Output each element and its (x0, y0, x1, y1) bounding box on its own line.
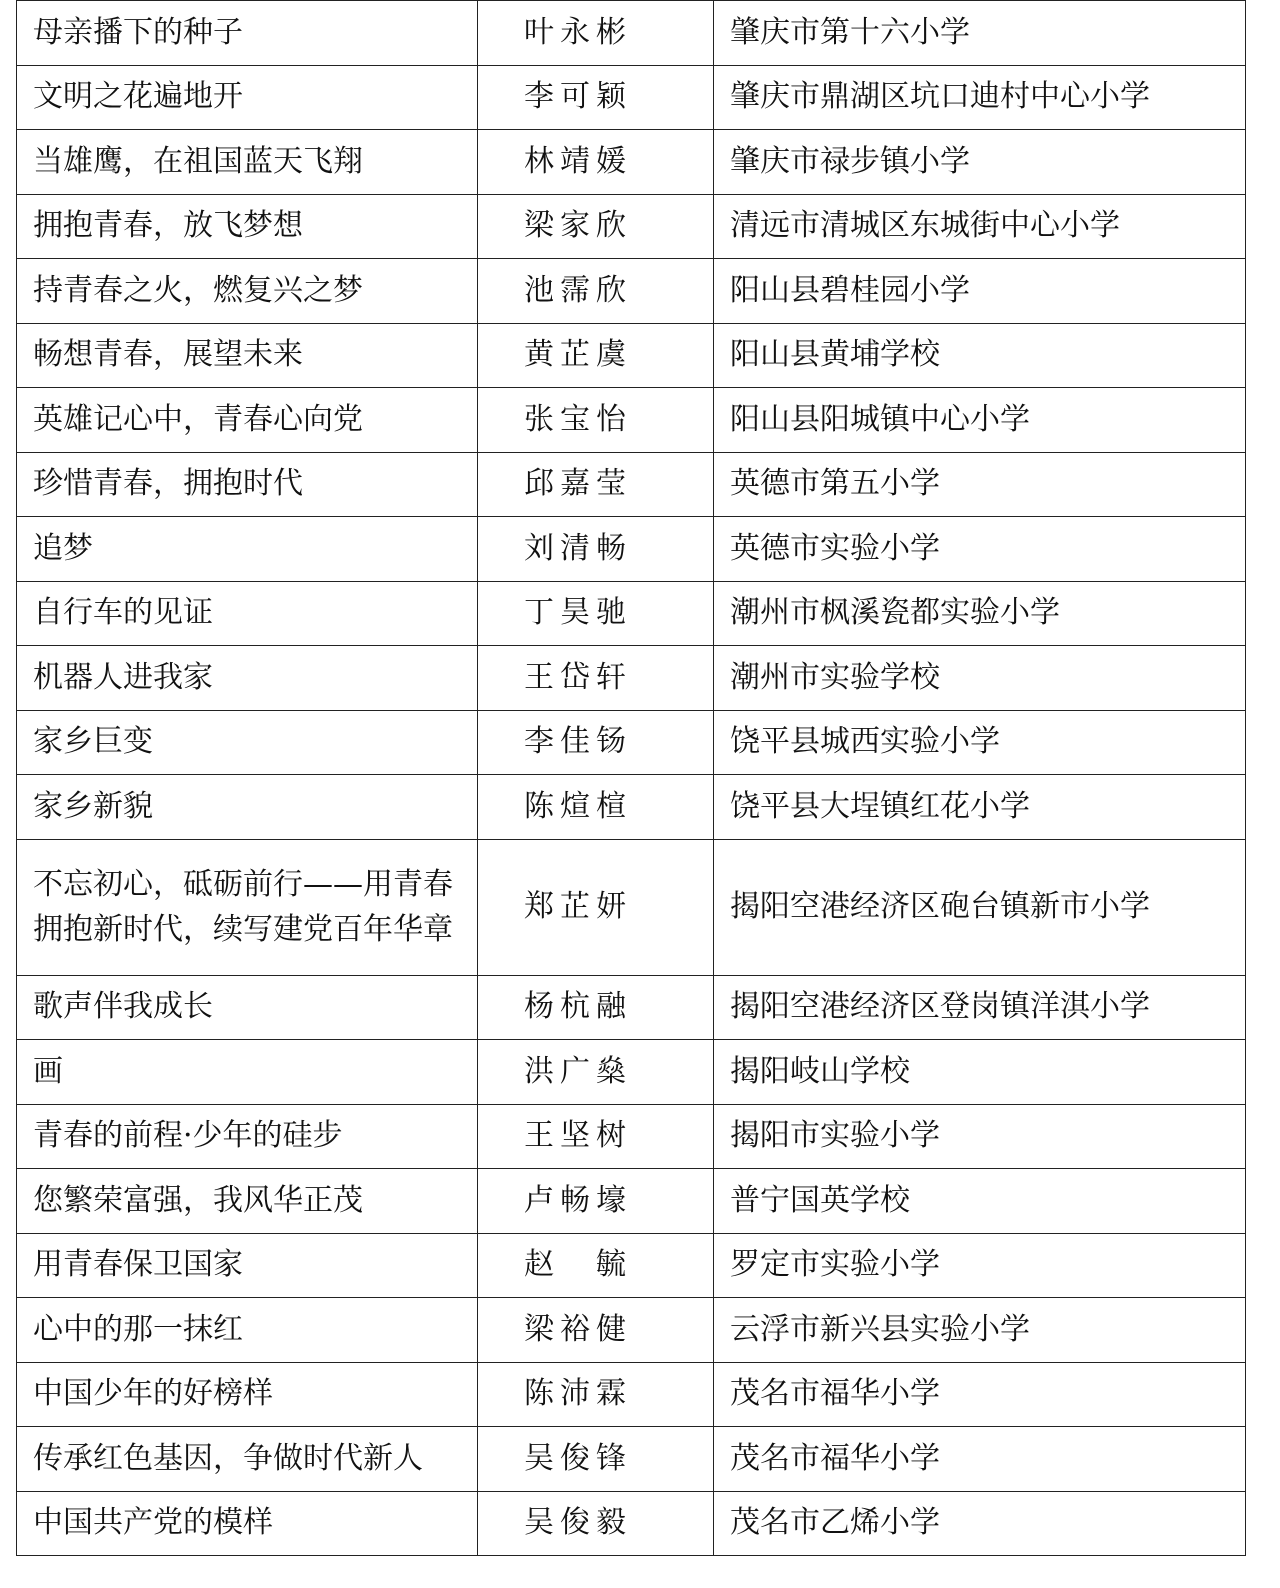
author-cell: 梁家欣 (478, 194, 714, 259)
work-title-cell: 畅想青春，展望未来 (17, 323, 478, 388)
work-title-cell: 持青春之火，燃复兴之梦 (17, 259, 478, 324)
table-row (17, 646, 1246, 711)
school-cell: 云浮市新兴县实验小学 (714, 1298, 1246, 1363)
award-list-table-wrapper (16, 0, 1245, 1556)
school-cell: 茂名市福华小学 (714, 1362, 1246, 1427)
school-cell: 清远市清城区东城街中心小学 (714, 194, 1246, 259)
work-title-cell: 中国共产党的模样 (17, 1491, 478, 1556)
table-row (17, 581, 1246, 646)
work-title-cell: 机器人进我家 (17, 646, 478, 711)
work-title-cell: 传承红色基因，争做时代新人 (17, 1427, 478, 1492)
work-title-cell: 家乡新貌 (17, 775, 478, 840)
table-row (17, 1491, 1246, 1556)
school-cell: 饶平县城西实验小学 (714, 710, 1246, 775)
work-title-cell: 您繁荣富强，我风华正茂 (17, 1169, 478, 1234)
work-title-cell: 歌声伴我成长 (17, 975, 478, 1040)
work-title-cell: 家乡巨变 (17, 710, 478, 775)
table-row (17, 1298, 1246, 1363)
work-title-cell: 追梦 (17, 517, 478, 582)
author-cell: 刘清畅 (478, 517, 714, 582)
school-cell: 揭阳空港经济区登岗镇洋淇小学 (714, 975, 1246, 1040)
school-cell: 饶平县大埕镇红花小学 (714, 775, 1246, 840)
school-cell: 茂名市福华小学 (714, 1427, 1246, 1492)
table-row (17, 259, 1246, 324)
school-cell: 肇庆市第十六小学 (714, 1, 1246, 66)
school-cell: 揭阳空港经济区砲台镇新市小学 (714, 839, 1246, 975)
table-row (17, 388, 1246, 453)
table-row (17, 975, 1246, 1040)
work-title-cell: 英雄记心中，青春心向党 (17, 388, 478, 453)
table-row (17, 130, 1246, 195)
school-cell: 英德市实验小学 (714, 517, 1246, 582)
author-cell: 梁裕健 (478, 1298, 714, 1363)
table-row (17, 1, 1246, 66)
author-cell: 林靖媛 (478, 130, 714, 195)
author-cell: 洪广燊 (478, 1040, 714, 1105)
author-cell: 吴俊毅 (478, 1491, 714, 1556)
award-list-table (16, 0, 1246, 1556)
school-cell: 英德市第五小学 (714, 452, 1246, 517)
work-title-cell: 拥抱青春，放飞梦想 (17, 194, 478, 259)
table-row (17, 839, 1246, 975)
table-row (17, 194, 1246, 259)
table-row (17, 517, 1246, 582)
school-cell: 阳山县碧桂园小学 (714, 259, 1246, 324)
author-cell: 李佳钖 (478, 710, 714, 775)
author-cell: 郑芷妍 (478, 839, 714, 975)
work-title-cell: 文明之花遍地开 (17, 65, 478, 130)
school-cell: 肇庆市鼎湖区坑口迪村中心小学 (714, 65, 1246, 130)
author-cell: 王岱轩 (478, 646, 714, 711)
school-cell: 潮州市实验学校 (714, 646, 1246, 711)
school-cell: 普宁国英学校 (714, 1169, 1246, 1234)
author-cell: 吴俊锋 (478, 1427, 714, 1492)
author-cell: 叶永彬 (478, 1, 714, 66)
school-cell: 揭阳岐山学校 (714, 1040, 1246, 1105)
table-row (17, 1040, 1246, 1105)
table-row (17, 1362, 1246, 1427)
author-cell: 陈沛霖 (478, 1362, 714, 1427)
author-cell: 张宝怡 (478, 388, 714, 453)
author-cell: 丁昊驰 (478, 581, 714, 646)
school-cell: 阳山县阳城镇中心小学 (714, 388, 1246, 453)
table-row (17, 323, 1246, 388)
author-cell: 赵 毓 (478, 1233, 714, 1298)
work-title-cell: 不忘初心，砥砺前行——用青春拥抱新时代，续写建党百年华章 (17, 839, 478, 975)
table-row (17, 710, 1246, 775)
school-cell: 揭阳市实验小学 (714, 1104, 1246, 1169)
work-title-cell: 当雄鹰，在祖国蓝天飞翔 (17, 130, 478, 195)
author-cell: 李可颖 (478, 65, 714, 130)
work-title-cell: 中国少年的好榜样 (17, 1362, 478, 1427)
school-cell: 罗定市实验小学 (714, 1233, 1246, 1298)
table-row (17, 775, 1246, 840)
author-cell: 池霈欣 (478, 259, 714, 324)
table-row (17, 1169, 1246, 1234)
school-cell: 茂名市乙烯小学 (714, 1491, 1246, 1556)
author-cell: 陈煊楦 (478, 775, 714, 840)
school-cell: 潮州市枫溪瓷都实验小学 (714, 581, 1246, 646)
author-cell: 黄芷虞 (478, 323, 714, 388)
author-cell: 邱嘉莹 (478, 452, 714, 517)
work-title-cell: 珍惜青春，拥抱时代 (17, 452, 478, 517)
work-title-cell: 自行车的见证 (17, 581, 478, 646)
work-title-cell: 画 (17, 1040, 478, 1105)
author-cell: 杨杭融 (478, 975, 714, 1040)
school-cell: 阳山县黄埔学校 (714, 323, 1246, 388)
school-cell: 肇庆市禄步镇小学 (714, 130, 1246, 195)
work-title-cell: 用青春保卫国家 (17, 1233, 478, 1298)
author-cell: 王坚树 (478, 1104, 714, 1169)
work-title-cell: 青春的前程·少年的硅步 (17, 1104, 478, 1169)
table-row (17, 65, 1246, 130)
work-title-cell: 心中的那一抹红 (17, 1298, 478, 1363)
table-row (17, 1233, 1246, 1298)
work-title-cell: 母亲播下的种子 (17, 1, 478, 66)
table-row (17, 1427, 1246, 1492)
table-row (17, 1104, 1246, 1169)
table-row (17, 452, 1246, 517)
author-cell: 卢畅壕 (478, 1169, 714, 1234)
